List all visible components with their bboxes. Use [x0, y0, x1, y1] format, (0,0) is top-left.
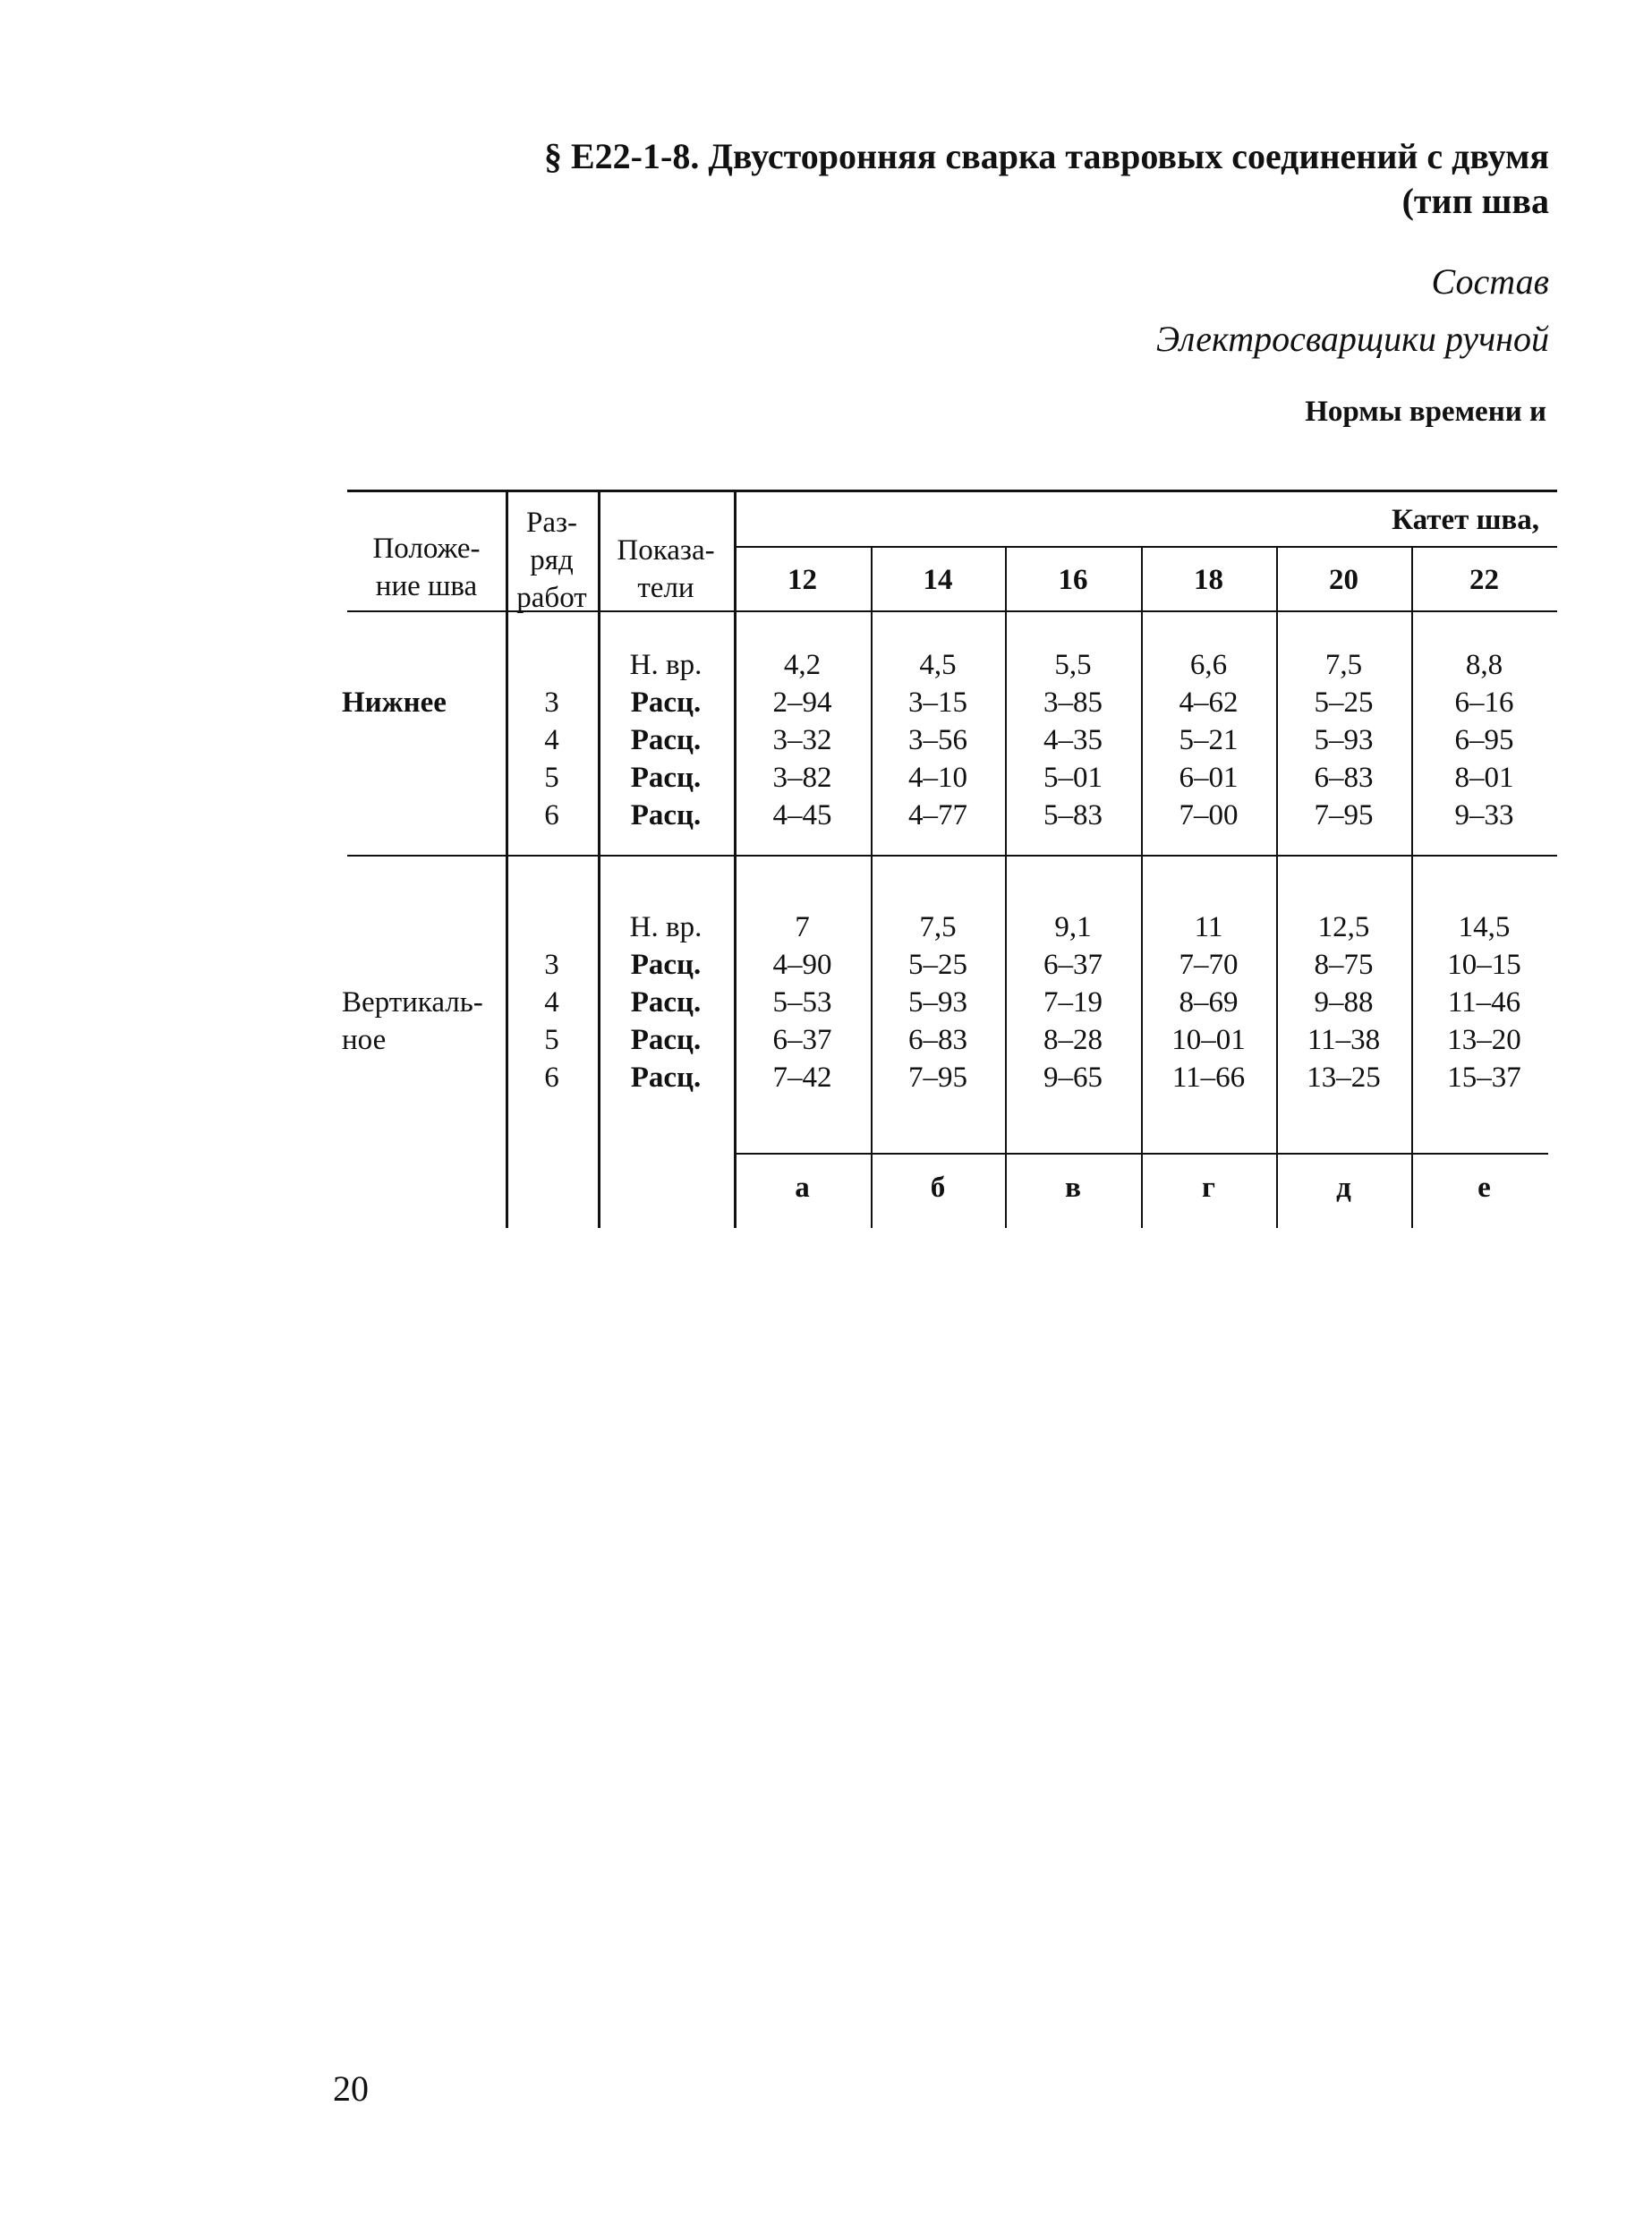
- value-1-2-4: 4–62: [1179, 686, 1239, 719]
- value-2-1-1: 7: [795, 911, 810, 943]
- value-1-3-3: 4–35: [1043, 724, 1103, 756]
- grade-2-4: 5: [544, 1024, 559, 1056]
- grade-1-2: 3: [544, 686, 559, 719]
- value-2-4-5: 11–38: [1307, 1024, 1381, 1056]
- header-leg-6: 22: [1469, 564, 1499, 596]
- value-2-3-5: 9–88: [1314, 986, 1374, 1019]
- value-2-3-3: 7–19: [1043, 986, 1103, 1019]
- header-position: Положе- ние шва: [372, 533, 481, 602]
- value-2-3-1: 5–53: [772, 986, 832, 1019]
- grade-2-2: 3: [544, 949, 559, 981]
- value-1-3-2: 3–56: [908, 724, 967, 756]
- header-leg-1: 12: [788, 564, 817, 596]
- value-2-5-5: 13–25: [1307, 1062, 1381, 1094]
- group-position-1: Нижнее: [342, 686, 447, 719]
- value-1-4-4: 6–01: [1179, 762, 1239, 794]
- indicator-2-4: Расц.: [630, 1024, 702, 1056]
- value-2-4-4: 10–01: [1171, 1024, 1246, 1056]
- grade-2-3: 4: [544, 986, 559, 1019]
- col-rule-indicators: [734, 490, 737, 1228]
- value-1-1-3: 5,5: [1054, 649, 1092, 681]
- value-1-1-2: 4,5: [919, 649, 957, 681]
- value-2-1-6: 14,5: [1458, 911, 1511, 943]
- indicator-1-5: Расц.: [630, 799, 702, 831]
- grade-1-4: 5: [544, 762, 559, 794]
- value-1-4-6: 8–01: [1454, 762, 1514, 794]
- value-2-1-4: 11: [1194, 911, 1223, 943]
- header-leg-4: 18: [1194, 564, 1223, 596]
- value-2-5-3: 9–65: [1043, 1062, 1103, 1094]
- section-title-line2: (тип шва: [1401, 181, 1549, 221]
- value-2-2-6: 10–15: [1447, 949, 1521, 981]
- value-1-5-1: 4–45: [772, 799, 832, 831]
- grade-2-5: 6: [544, 1062, 559, 1094]
- value-1-1-6: 8,8: [1465, 649, 1503, 681]
- indicator-2-5: Расц.: [630, 1062, 702, 1094]
- value-1-2-6: 6–16: [1454, 686, 1514, 719]
- value-2-2-1: 4–90: [772, 949, 832, 981]
- value-1-3-6: 6–95: [1454, 724, 1514, 756]
- norms-title: Нормы времени и: [1305, 396, 1546, 428]
- header-leg: Катет шва,: [1392, 504, 1539, 536]
- column-letter-4: г: [1202, 1172, 1215, 1204]
- value-2-5-1: 7–42: [772, 1062, 832, 1094]
- page-number: 20: [333, 2068, 369, 2109]
- header-grade: Раз- ряд работ: [516, 507, 587, 614]
- column-letter-6: е: [1477, 1172, 1491, 1204]
- value-2-2-3: 6–37: [1043, 949, 1103, 981]
- value-2-4-1: 6–37: [772, 1024, 832, 1056]
- value-1-5-3: 5–83: [1043, 799, 1103, 831]
- group-divider-rule: [347, 855, 1557, 857]
- grade-1-5: 6: [544, 799, 559, 831]
- value-1-4-1: 3–82: [772, 762, 832, 794]
- value-1-1-5: 7,5: [1324, 649, 1363, 681]
- group-position-2: Вертикаль- ное: [342, 986, 483, 1056]
- value-2-4-2: 6–83: [908, 1024, 967, 1056]
- indicator-2-3: Расц.: [630, 986, 702, 1019]
- value-2-3-6: 11–46: [1447, 986, 1521, 1019]
- value-1-3-5: 5–93: [1314, 724, 1374, 756]
- composition-role: Электросварщики ручной: [1155, 319, 1549, 359]
- value-2-1-2: 7,5: [919, 911, 957, 943]
- composition-title: Состав: [1431, 261, 1549, 302]
- column-letter-3: в: [1065, 1172, 1081, 1204]
- value-2-2-4: 7–70: [1179, 949, 1239, 981]
- value-1-2-3: 3–85: [1043, 686, 1103, 719]
- grade-1-3: 4: [544, 724, 559, 756]
- value-1-4-3: 5–01: [1043, 762, 1103, 794]
- header-sub-rule: [734, 546, 1557, 548]
- value-1-4-2: 4–10: [908, 762, 967, 794]
- value-1-5-6: 9–33: [1454, 799, 1514, 831]
- value-1-1-1: 4,2: [783, 649, 822, 681]
- indicator-2-1: Н. вр.: [629, 911, 703, 943]
- value-2-5-6: 15–37: [1447, 1062, 1521, 1094]
- table-top-rule: [347, 490, 1557, 492]
- value-2-4-6: 13–20: [1447, 1024, 1521, 1056]
- value-1-1-4: 6,6: [1189, 649, 1228, 681]
- header-indicators: Показа- тели: [617, 534, 715, 604]
- value-1-5-4: 7–00: [1179, 799, 1239, 831]
- header-leg-2: 14: [923, 564, 953, 596]
- value-2-3-2: 5–93: [908, 986, 967, 1019]
- indicator-1-1: Н. вр.: [629, 649, 703, 681]
- value-1-3-4: 5–21: [1179, 724, 1239, 756]
- value-2-4-3: 8–28: [1043, 1024, 1103, 1056]
- value-2-2-2: 5–25: [908, 949, 967, 981]
- value-2-1-5: 12,5: [1317, 911, 1370, 943]
- value-1-5-5: 7–95: [1314, 799, 1374, 831]
- indicator-1-2: Расц.: [630, 686, 702, 719]
- column-letter-2: б: [930, 1172, 946, 1204]
- header-leg-3: 16: [1058, 564, 1088, 596]
- indicator-2-2: Расц.: [630, 949, 702, 981]
- indicator-1-3: Расц.: [630, 724, 702, 756]
- column-letter-1: а: [795, 1172, 810, 1204]
- value-1-5-2: 4–77: [908, 799, 967, 831]
- section-title-line1: § Е22-1-8. Двусторонняя сварка тавровых соединений с двумя: [544, 136, 1549, 176]
- indicator-1-4: Расц.: [630, 762, 702, 794]
- value-2-3-4: 8–69: [1179, 986, 1239, 1019]
- value-1-2-5: 5–25: [1314, 686, 1374, 719]
- column-letter-5: д: [1336, 1172, 1351, 1204]
- value-1-3-1: 3–32: [772, 724, 832, 756]
- value-2-2-5: 8–75: [1314, 949, 1374, 981]
- value-2-5-4: 11–66: [1171, 1062, 1246, 1094]
- value-2-5-2: 7–95: [908, 1062, 967, 1094]
- value-1-2-2: 3–15: [908, 686, 967, 719]
- header-leg-5: 20: [1329, 564, 1358, 596]
- value-2-1-3: 9,1: [1054, 911, 1092, 943]
- value-1-4-5: 6–83: [1314, 762, 1374, 794]
- value-1-2-1: 2–94: [772, 686, 832, 719]
